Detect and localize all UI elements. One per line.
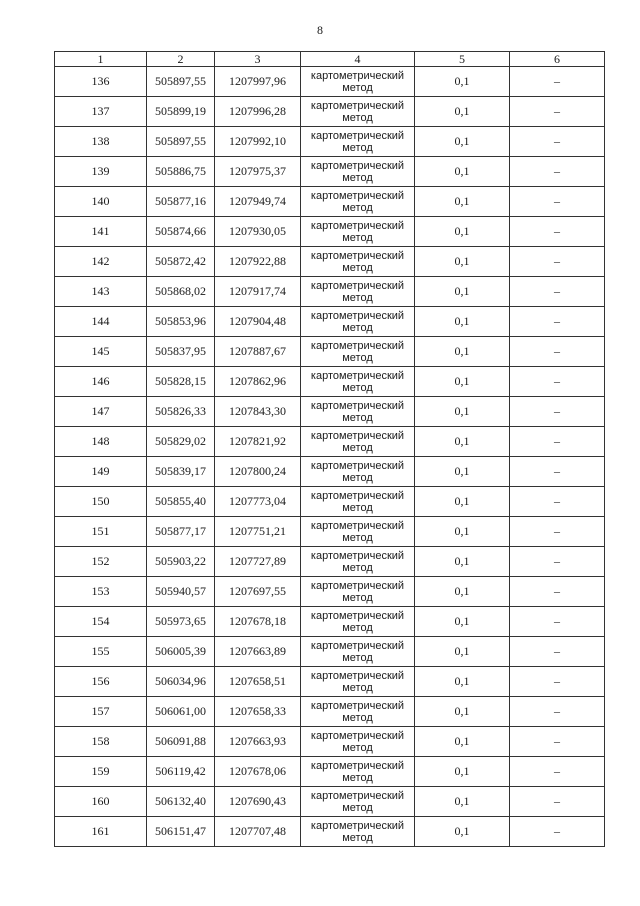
accuracy-cell: 0,1 [415, 157, 510, 187]
point-number-cell: 145 [55, 337, 147, 367]
method-line-1: картометрический [310, 219, 405, 232]
method-line-2: метод [342, 471, 373, 484]
method-cell [301, 577, 415, 607]
description-cell: – [510, 547, 605, 577]
point-number-cell: 161 [55, 817, 147, 847]
accuracy-cell: 0,1 [415, 397, 510, 427]
method-line-1: картометрический [310, 489, 405, 502]
method-line-2: метод [342, 411, 373, 424]
table-row [55, 637, 605, 667]
y-coordinate-cell: 1207697,55 [215, 577, 301, 607]
x-coordinate-cell: 505903,22 [147, 547, 215, 577]
method-line-1: картометрический [310, 549, 405, 562]
point-number-cell: 160 [55, 787, 147, 817]
table-row [55, 547, 605, 577]
y-coordinate-cell: 1207658,51 [215, 667, 301, 697]
method-line-1: картометрический [310, 309, 405, 322]
description-cell: – [510, 187, 605, 217]
method-line-2: метод [342, 321, 373, 334]
y-coordinate-cell: 1207904,48 [215, 307, 301, 337]
point-number-cell: 150 [55, 487, 147, 517]
y-coordinate-cell: 1207821,92 [215, 427, 301, 457]
y-coordinate-cell: 1207862,96 [215, 367, 301, 397]
x-coordinate-cell: 505886,75 [147, 157, 215, 187]
method-cell [301, 697, 415, 727]
y-coordinate-cell: 1207975,37 [215, 157, 301, 187]
x-coordinate-cell: 505877,17 [147, 517, 215, 547]
point-number-cell: 136 [55, 67, 147, 97]
table-row [55, 697, 605, 727]
method-line-1: картометрический [310, 369, 405, 382]
accuracy-cell: 0,1 [415, 787, 510, 817]
x-coordinate-cell: 505897,55 [147, 67, 215, 97]
point-number-cell: 157 [55, 697, 147, 727]
method-cell [301, 457, 415, 487]
accuracy-cell: 0,1 [415, 547, 510, 577]
method-cell [301, 517, 415, 547]
description-cell: – [510, 367, 605, 397]
method-cell [301, 757, 415, 787]
x-coordinate-cell: 506061,00 [147, 697, 215, 727]
method-cell [301, 337, 415, 367]
method-cell [301, 667, 415, 697]
y-coordinate-cell: 1207922,88 [215, 247, 301, 277]
table-row [55, 157, 605, 187]
accuracy-cell: 0,1 [415, 337, 510, 367]
method-line-2: метод [342, 81, 373, 94]
method-line-1: картометрический [310, 789, 405, 802]
point-number-cell: 154 [55, 607, 147, 637]
method-line-1: картометрический [310, 129, 405, 142]
method-cell [301, 607, 415, 637]
method-cell [301, 277, 415, 307]
accuracy-cell: 0,1 [415, 697, 510, 727]
method-line-1: картометрический [310, 159, 405, 172]
y-coordinate-cell: 1207663,93 [215, 727, 301, 757]
method-line-1: картометрический [310, 519, 405, 532]
table-row [55, 277, 605, 307]
table-row [55, 187, 605, 217]
description-cell: – [510, 577, 605, 607]
table-row [55, 727, 605, 757]
table-row [55, 757, 605, 787]
method-line-2: метод [342, 171, 373, 184]
method-line-2: метод [342, 351, 373, 364]
table-row [55, 97, 605, 127]
table-header [55, 52, 605, 67]
description-cell: – [510, 817, 605, 847]
table-row [55, 787, 605, 817]
accuracy-cell: 0,1 [415, 727, 510, 757]
y-coordinate-cell: 1207658,33 [215, 697, 301, 727]
description-cell: – [510, 397, 605, 427]
method-line-1: картометрический [310, 429, 405, 442]
x-coordinate-cell: 505897,55 [147, 127, 215, 157]
method-line-1: картометрический [310, 339, 405, 352]
x-coordinate-cell: 506091,88 [147, 727, 215, 757]
method-line-2: метод [342, 501, 373, 514]
table-row [55, 517, 605, 547]
method-line-1: картометрический [310, 399, 405, 412]
point-number-cell: 153 [55, 577, 147, 607]
method-cell [301, 487, 415, 517]
point-number-cell: 140 [55, 187, 147, 217]
method-line-1: картометрический [310, 189, 405, 202]
method-line-1: картометрический [310, 669, 405, 682]
accuracy-cell: 0,1 [415, 817, 510, 847]
y-coordinate-cell: 1207930,05 [215, 217, 301, 247]
coordinates-table [54, 51, 605, 847]
header-col-4: 4 [301, 52, 415, 67]
table-body [55, 67, 605, 847]
table-row [55, 487, 605, 517]
accuracy-cell: 0,1 [415, 307, 510, 337]
method-cell [301, 787, 415, 817]
y-coordinate-cell: 1207949,74 [215, 187, 301, 217]
method-cell [301, 817, 415, 847]
point-number-cell: 151 [55, 517, 147, 547]
description-cell: – [510, 97, 605, 127]
method-line-2: метод [342, 531, 373, 544]
description-cell: – [510, 427, 605, 457]
description-cell: – [510, 637, 605, 667]
x-coordinate-cell: 505839,17 [147, 457, 215, 487]
description-cell: – [510, 67, 605, 97]
header-col-6: 6 [510, 52, 605, 67]
description-cell: – [510, 667, 605, 697]
method-line-1: картометрический [310, 459, 405, 472]
x-coordinate-cell: 505868,02 [147, 277, 215, 307]
table-row [55, 397, 605, 427]
y-coordinate-cell: 1207800,24 [215, 457, 301, 487]
method-line-1: картометрический [310, 579, 405, 592]
x-coordinate-cell: 505940,57 [147, 577, 215, 607]
method-line-2: метод [342, 111, 373, 124]
header-col-1: 1 [55, 52, 147, 67]
y-coordinate-cell: 1207727,89 [215, 547, 301, 577]
method-line-2: метод [342, 261, 373, 274]
method-cell [301, 397, 415, 427]
method-line-2: метод [342, 711, 373, 724]
table-row [55, 247, 605, 277]
method-line-2: метод [342, 441, 373, 454]
y-coordinate-cell: 1207843,30 [215, 397, 301, 427]
point-number-cell: 148 [55, 427, 147, 457]
method-line-2: метод [342, 771, 373, 784]
point-number-cell: 159 [55, 757, 147, 787]
point-number-cell: 142 [55, 247, 147, 277]
description-cell: – [510, 607, 605, 637]
method-line-1: картометрический [310, 729, 405, 742]
header-col-5: 5 [415, 52, 510, 67]
method-line-1: картометрический [310, 609, 405, 622]
description-cell: – [510, 247, 605, 277]
point-number-cell: 138 [55, 127, 147, 157]
table-row [55, 337, 605, 367]
x-coordinate-cell: 506034,96 [147, 667, 215, 697]
x-coordinate-cell: 505874,66 [147, 217, 215, 247]
table-row [55, 307, 605, 337]
method-line-1: картометрический [310, 639, 405, 652]
x-coordinate-cell: 506005,39 [147, 637, 215, 667]
method-line-1: картометрический [310, 279, 405, 292]
y-coordinate-cell: 1207751,21 [215, 517, 301, 547]
method-cell [301, 157, 415, 187]
method-line-1: картометрический [310, 699, 405, 712]
description-cell: – [510, 127, 605, 157]
method-cell [301, 127, 415, 157]
point-number-cell: 146 [55, 367, 147, 397]
y-coordinate-cell: 1207678,06 [215, 757, 301, 787]
header-row [55, 52, 605, 67]
x-coordinate-cell: 505829,02 [147, 427, 215, 457]
table-row [55, 607, 605, 637]
point-number-cell: 139 [55, 157, 147, 187]
method-line-2: метод [342, 231, 373, 244]
description-cell: – [510, 757, 605, 787]
method-cell [301, 367, 415, 397]
y-coordinate-cell: 1207992,10 [215, 127, 301, 157]
description-cell: – [510, 307, 605, 337]
x-coordinate-cell: 505973,65 [147, 607, 215, 637]
method-line-1: картометрический [310, 69, 405, 82]
y-coordinate-cell: 1207996,28 [215, 97, 301, 127]
point-number-cell: 147 [55, 397, 147, 427]
method-cell [301, 97, 415, 127]
description-cell: – [510, 457, 605, 487]
method-line-1: картометрический [310, 99, 405, 112]
header-col-3: 3 [215, 52, 301, 67]
table-row [55, 817, 605, 847]
x-coordinate-cell: 505855,40 [147, 487, 215, 517]
accuracy-cell: 0,1 [415, 277, 510, 307]
accuracy-cell: 0,1 [415, 457, 510, 487]
method-line-2: метод [342, 741, 373, 754]
accuracy-cell: 0,1 [415, 667, 510, 697]
method-line-2: метод [342, 831, 373, 844]
description-cell: – [510, 727, 605, 757]
x-coordinate-cell: 505853,96 [147, 307, 215, 337]
method-line-2: метод [342, 381, 373, 394]
method-line-1: картометрический [310, 759, 405, 772]
description-cell: – [510, 487, 605, 517]
y-coordinate-cell: 1207707,48 [215, 817, 301, 847]
description-cell: – [510, 337, 605, 367]
accuracy-cell: 0,1 [415, 217, 510, 247]
description-cell: – [510, 517, 605, 547]
point-number-cell: 155 [55, 637, 147, 667]
method-cell [301, 247, 415, 277]
accuracy-cell: 0,1 [415, 487, 510, 517]
method-line-2: метод [342, 621, 373, 634]
point-number-cell: 149 [55, 457, 147, 487]
method-line-2: метод [342, 591, 373, 604]
method-line-2: метод [342, 801, 373, 814]
method-cell [301, 547, 415, 577]
point-number-cell: 144 [55, 307, 147, 337]
method-line-2: метод [342, 561, 373, 574]
y-coordinate-cell: 1207773,04 [215, 487, 301, 517]
x-coordinate-cell: 505877,16 [147, 187, 215, 217]
y-coordinate-cell: 1207690,43 [215, 787, 301, 817]
y-coordinate-cell: 1207887,67 [215, 337, 301, 367]
accuracy-cell: 0,1 [415, 517, 510, 547]
method-line-2: метод [342, 291, 373, 304]
accuracy-cell: 0,1 [415, 637, 510, 667]
y-coordinate-cell: 1207663,89 [215, 637, 301, 667]
accuracy-cell: 0,1 [415, 247, 510, 277]
table-row [55, 367, 605, 397]
description-cell: – [510, 697, 605, 727]
table-row [55, 127, 605, 157]
description-cell: – [510, 787, 605, 817]
point-number-cell: 141 [55, 217, 147, 247]
method-cell [301, 217, 415, 247]
accuracy-cell: 0,1 [415, 67, 510, 97]
x-coordinate-cell: 505872,42 [147, 247, 215, 277]
accuracy-cell: 0,1 [415, 367, 510, 397]
x-coordinate-cell: 506132,40 [147, 787, 215, 817]
accuracy-cell: 0,1 [415, 757, 510, 787]
description-cell: – [510, 277, 605, 307]
y-coordinate-cell: 1207917,74 [215, 277, 301, 307]
method-line-2: метод [342, 651, 373, 664]
x-coordinate-cell: 505837,95 [147, 337, 215, 367]
point-number-cell: 137 [55, 97, 147, 127]
method-cell [301, 307, 415, 337]
method-cell [301, 727, 415, 757]
x-coordinate-cell: 506119,42 [147, 757, 215, 787]
table-row [55, 667, 605, 697]
header-col-2: 2 [147, 52, 215, 67]
accuracy-cell: 0,1 [415, 427, 510, 457]
point-number-cell: 158 [55, 727, 147, 757]
table-row [55, 457, 605, 487]
accuracy-cell: 0,1 [415, 607, 510, 637]
point-number-cell: 143 [55, 277, 147, 307]
table-row [55, 217, 605, 247]
method-line-1: картометрический [310, 819, 405, 832]
accuracy-cell: 0,1 [415, 577, 510, 607]
page-number: 8 [317, 23, 323, 37]
table-row [55, 67, 605, 97]
method-line-1: картометрический [310, 249, 405, 262]
method-cell [301, 637, 415, 667]
method-line-2: метод [342, 681, 373, 694]
method-line-2: метод [342, 201, 373, 214]
y-coordinate-cell: 1207997,96 [215, 67, 301, 97]
method-line-2: метод [342, 141, 373, 154]
method-cell [301, 67, 415, 97]
x-coordinate-cell: 506151,47 [147, 817, 215, 847]
y-coordinate-cell: 1207678,18 [215, 607, 301, 637]
accuracy-cell: 0,1 [415, 127, 510, 157]
x-coordinate-cell: 505899,19 [147, 97, 215, 127]
description-cell: – [510, 157, 605, 187]
method-cell [301, 187, 415, 217]
table-row [55, 427, 605, 457]
table-row [55, 577, 605, 607]
method-cell [301, 427, 415, 457]
point-number-cell: 152 [55, 547, 147, 577]
x-coordinate-cell: 505826,33 [147, 397, 215, 427]
x-coordinate-cell: 505828,15 [147, 367, 215, 397]
description-cell: – [510, 217, 605, 247]
accuracy-cell: 0,1 [415, 97, 510, 127]
accuracy-cell: 0,1 [415, 187, 510, 217]
point-number-cell: 156 [55, 667, 147, 697]
